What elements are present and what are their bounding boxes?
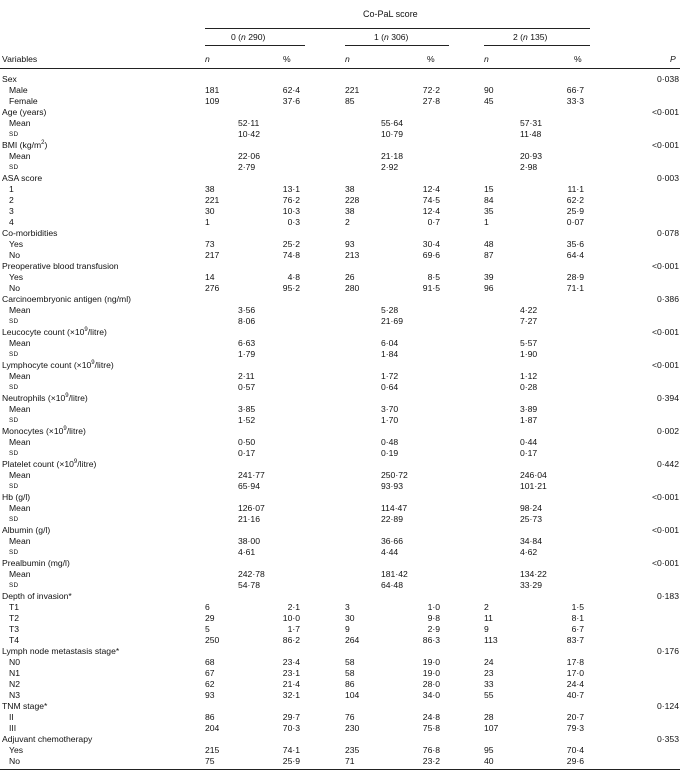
cell-pct: 24·8 [422, 712, 440, 722]
cell-n: 217 [205, 250, 220, 260]
cell-n: 30 [345, 613, 355, 623]
row-sublabel: Yes [9, 745, 24, 755]
cell-n: 29 [205, 613, 215, 623]
row-sublabel: SD [9, 318, 19, 325]
cell-n: 96 [484, 283, 494, 293]
cell-value: 3·70 [381, 404, 399, 414]
cell-pct: 17·0 [566, 668, 584, 678]
row-sublabel: Mean [9, 151, 31, 161]
row-sublabel: SD [9, 450, 19, 457]
row-sublabel: Mean [9, 569, 31, 579]
cell-value: 1·52 [238, 415, 256, 425]
cell-pct: 91·5 [422, 283, 440, 293]
cell-pct: 35·6 [566, 239, 584, 249]
cell-n: 86 [345, 679, 355, 689]
cell-pct: 25·9 [282, 756, 300, 766]
cell-value: 4·22 [520, 305, 538, 315]
row-sublabel: Mean [9, 338, 31, 348]
row-sublabel: SD [9, 549, 19, 556]
cell-n: 5 [205, 624, 210, 634]
cell-pct: 23·2 [422, 756, 440, 766]
cell-pct: 70·4 [566, 745, 584, 755]
cell-p-value: 0·038 [657, 74, 679, 84]
cell-pct: 0·7 [427, 217, 440, 227]
cell-value: 93·93 [381, 481, 403, 491]
cell-n: 23 [484, 668, 494, 678]
cell-n: 38 [345, 184, 355, 194]
cell-value: 22·89 [381, 514, 403, 524]
cell-n: 9 [345, 624, 350, 634]
cell-pct: 10·0 [282, 613, 300, 623]
cell-pct: 76·2 [282, 195, 300, 205]
cell-n: 230 [345, 723, 360, 733]
group-rule-0 [205, 45, 305, 46]
cell-n: 2 [484, 602, 489, 612]
cell-n: 107 [484, 723, 499, 733]
spanner-header: Co-PaL score [363, 9, 418, 19]
cell-p-value: 0·386 [657, 294, 679, 304]
row-sublabel: Mean [9, 305, 31, 315]
cell-pct: 32·1 [282, 690, 300, 700]
cell-pct: 0·3 [287, 217, 300, 227]
header-variables: Variables [2, 54, 38, 64]
cell-pct: 33·3 [566, 96, 584, 106]
row-sublabel: Mean [9, 118, 31, 128]
cell-n: 93 [205, 690, 215, 700]
cell-value: 20·93 [520, 151, 542, 161]
cell-n: 84 [484, 195, 494, 205]
row-label: Preoperative blood transfusion [2, 261, 119, 271]
cell-value: 134·22 [520, 569, 547, 579]
cell-n: 35 [484, 206, 494, 216]
row-sublabel: 3 [9, 206, 14, 216]
cell-pct: 28·9 [566, 272, 584, 282]
cell-n: 58 [345, 668, 355, 678]
cell-pct: 1·5 [571, 602, 584, 612]
cell-value: 5·57 [520, 338, 538, 348]
cell-value: 4·44 [381, 547, 399, 557]
cell-value: 181·42 [381, 569, 408, 579]
cell-n: 235 [345, 745, 360, 755]
header-n-2: n [484, 54, 489, 64]
row-label: Platelet count $(\times 10^9/litre)$ [2, 459, 97, 469]
cell-pct: 1·7 [287, 624, 300, 634]
row-label: Prealbumin (mg/l) [2, 558, 70, 568]
row-label: Leucocyte count $(\times 10^9/litre)$ [2, 327, 107, 337]
row-label: Co-morbidities [2, 228, 58, 238]
cell-value: 114·47 [381, 503, 408, 513]
cell-value: 52·11 [238, 118, 260, 128]
cell-pct: 9·8 [427, 613, 440, 623]
row-sublabel: Mean [9, 371, 31, 381]
cell-n: 276 [205, 283, 220, 293]
cell-n: 76 [345, 712, 355, 722]
cell-pct: 95·2 [282, 283, 300, 293]
cell-pct: 83·7 [566, 635, 584, 645]
row-sublabel: No [9, 756, 20, 766]
cell-n: 75 [205, 756, 215, 766]
row-sublabel: Mean [9, 437, 31, 447]
cell-n: 30 [205, 206, 215, 216]
cell-pct: 23·1 [282, 668, 300, 678]
cell-n: 104 [345, 690, 360, 700]
cell-pct: 66·7 [566, 85, 584, 95]
cell-pct: 21·4 [282, 679, 300, 689]
cell-n: 24 [484, 657, 494, 667]
cell-n: 45 [484, 96, 494, 106]
cell-n: 55 [484, 690, 494, 700]
row-sublabel: T4 [9, 635, 20, 645]
cell-value: 0·50 [238, 437, 256, 447]
cell-pct: 19·0 [422, 668, 440, 678]
cell-p-value: 0·183 [657, 591, 679, 601]
cell-pct: 12·4 [422, 206, 440, 216]
row-sublabel: Mean [9, 470, 31, 480]
cell-p-value: <0·001 [652, 107, 679, 117]
cell-p-value: 0·176 [657, 646, 679, 656]
cell-value: 1·72 [381, 371, 399, 381]
cell-p-value: <0·001 [652, 492, 679, 502]
cell-n: 86 [205, 712, 215, 722]
cell-pct: 72·2 [422, 85, 440, 95]
cell-value: 1·90 [520, 349, 538, 359]
cell-n: 28 [484, 712, 494, 722]
group-rule-1 [345, 45, 449, 46]
cell-pct: 70·3 [282, 723, 300, 733]
header-pct-2: % [574, 54, 582, 64]
cell-value: 55·64 [381, 118, 403, 128]
row-label: Monocytes $(\times 10^9/litre)$ [2, 426, 86, 436]
cell-value: 10·42 [238, 129, 260, 139]
cell-p-value: <0·001 [652, 525, 679, 535]
row-sublabel: T1 [9, 602, 20, 612]
cell-n: 1 [205, 217, 210, 227]
cell-p-value: 0·124 [657, 701, 679, 711]
header-n-0: n [205, 54, 210, 64]
cell-value: 57·31 [520, 118, 542, 128]
cell-value: 250·72 [381, 470, 408, 480]
cell-pct: 62·4 [282, 85, 300, 95]
cell-n: 39 [484, 272, 494, 282]
cell-pct: 25·9 [566, 206, 584, 216]
cell-value: 0·44 [520, 437, 538, 447]
cell-value: 8·06 [238, 316, 256, 326]
cell-value: 6·63 [238, 338, 256, 348]
row-sublabel: N2 [9, 679, 20, 689]
row-sublabel: III [9, 723, 17, 733]
group-header-0: 0 (n 290) [231, 32, 266, 42]
cell-n: 90 [484, 85, 494, 95]
cell-value: 98·24 [520, 503, 542, 513]
row-sublabel: SD [9, 131, 19, 138]
cell-n: 215 [205, 745, 220, 755]
cell-n: 221 [345, 85, 360, 95]
cell-value: 0·28 [520, 382, 538, 392]
row-label: Carcinoembryonic antigen (ng/ml) [2, 294, 131, 304]
cell-value: 241·77 [238, 470, 265, 480]
row-sublabel: Male [9, 85, 28, 95]
cell-n: 280 [345, 283, 360, 293]
cell-n: 95 [484, 745, 494, 755]
cell-n: 40 [484, 756, 494, 766]
cell-p-value: 0·003 [657, 173, 679, 183]
cell-p-value: 0·442 [657, 459, 679, 469]
cell-pct: 2·9 [427, 624, 440, 634]
cell-pct: 19·0 [422, 657, 440, 667]
cell-pct: 74·8 [282, 250, 300, 260]
cell-value: 36·66 [381, 536, 403, 546]
cell-value: 7·27 [520, 316, 538, 326]
row-sublabel: N0 [9, 657, 20, 667]
cell-pct: 2·1 [287, 602, 300, 612]
cell-pct: 64·4 [566, 250, 584, 260]
cell-value: 64·48 [381, 580, 403, 590]
cell-n: 181 [205, 85, 220, 95]
cell-value: 22·06 [238, 151, 260, 161]
row-sublabel: 4 [9, 217, 14, 227]
row-label: Lymphocyte count $(\times 10^9/litre)$ [2, 360, 114, 370]
cell-pct: 79·3 [566, 723, 584, 733]
row-sublabel: Mean [9, 536, 31, 546]
row-sublabel: Yes [9, 272, 24, 282]
cell-n: 1 [484, 217, 489, 227]
cell-n: 68 [205, 657, 215, 667]
cell-value: 11·48 [520, 129, 542, 139]
row-label: BMI $(kg/m^2)$ [2, 140, 48, 150]
cell-n: 26 [345, 272, 355, 282]
cell-pct: 37·6 [282, 96, 300, 106]
cell-value: 38·00 [238, 536, 260, 546]
cell-n: 221 [205, 195, 220, 205]
row-sublabel: N3 [9, 690, 20, 700]
row-sublabel: T3 [9, 624, 20, 634]
cell-value: 1·70 [381, 415, 399, 425]
cell-n: 11 [484, 613, 493, 623]
cell-pct: 86·3 [422, 635, 440, 645]
cell-pct: 74·1 [282, 745, 300, 755]
row-sublabel: 2 [9, 195, 14, 205]
cell-n: 48 [484, 239, 494, 249]
cell-n: 204 [205, 723, 220, 733]
cell-value: 34·84 [520, 536, 542, 546]
cell-n: 73 [205, 239, 215, 249]
top-rule [205, 28, 590, 29]
row-sublabel: SD [9, 417, 19, 424]
group-rule-2 [484, 45, 590, 46]
cell-value: 126·07 [238, 503, 265, 513]
cell-pct: 28·0 [422, 679, 440, 689]
cell-n: 87 [484, 250, 494, 260]
cell-value: 10·79 [381, 129, 403, 139]
cell-p-value: <0·001 [652, 261, 679, 271]
cell-value: 1·87 [520, 415, 538, 425]
cell-n: 3 [345, 602, 350, 612]
cell-value: 2·98 [520, 162, 538, 172]
cell-n: 33 [484, 679, 494, 689]
cell-pct: 29·6 [566, 756, 584, 766]
row-sublabel: No [9, 283, 20, 293]
cell-pct: 75·8 [422, 723, 440, 733]
cell-p-value: 0·002 [657, 426, 679, 436]
cell-p-value: 0·353 [657, 734, 679, 744]
row-sublabel: 1 [9, 184, 14, 194]
bottom-rule [0, 769, 680, 770]
cell-pct: 23·4 [282, 657, 300, 667]
cell-n: 38 [205, 184, 215, 194]
header-rule [0, 68, 680, 69]
cell-p-value: <0·001 [652, 327, 679, 337]
header-pct-0: % [283, 54, 291, 64]
row-label: Albumin (g/l) [2, 525, 51, 535]
row-sublabel: SD [9, 351, 19, 358]
row-sublabel: T2 [9, 613, 20, 623]
cell-n: 264 [345, 635, 360, 645]
cell-value: 3·56 [238, 305, 256, 315]
cell-value: 1·12 [520, 371, 538, 381]
header-n-1: n [345, 54, 350, 64]
cell-value: 65·94 [238, 481, 260, 491]
row-sublabel: Mean [9, 503, 31, 513]
cell-pct: 86·2 [282, 635, 300, 645]
cell-pct: 25·2 [282, 239, 300, 249]
cell-value: 0·48 [381, 437, 399, 447]
cell-value: 2·92 [381, 162, 399, 172]
cell-pct: 40·7 [566, 690, 584, 700]
row-sublabel: Mean [9, 404, 31, 414]
row-label: TNM stage* [2, 701, 48, 711]
cell-value: 54·78 [238, 580, 260, 590]
cell-n: 62 [205, 679, 215, 689]
cell-n: 71 [345, 756, 355, 766]
cell-pct: 62·2 [566, 195, 584, 205]
cell-value: 242·78 [238, 569, 265, 579]
cell-value: 0·19 [381, 448, 399, 458]
cell-n: 2 [345, 217, 350, 227]
cell-pct: 10·3 [282, 206, 300, 216]
cell-n: 93 [345, 239, 355, 249]
cell-pct: 29·7 [282, 712, 300, 722]
row-sublabel: N1 [9, 668, 20, 678]
cell-value: 0·57 [238, 382, 256, 392]
row-sublabel: Female [9, 96, 38, 106]
cell-n: 67 [205, 668, 215, 678]
cell-value: 1·79 [238, 349, 256, 359]
cell-value: 2·79 [238, 162, 256, 172]
cell-n: 38 [345, 206, 355, 216]
cell-pct: 8·5 [427, 272, 440, 282]
row-sublabel: SD [9, 384, 19, 391]
cell-value: 101·21 [520, 481, 547, 491]
cell-pct: 69·6 [422, 250, 440, 260]
row-sublabel: Yes [9, 239, 24, 249]
row-label: Depth of invasion* [2, 591, 72, 601]
cell-value: 2·11 [238, 371, 255, 381]
cell-pct: 8·1 [571, 613, 584, 623]
group-header-2: 2 (n 135) [513, 32, 548, 42]
cell-value: 25·73 [520, 514, 542, 524]
row-sublabel: SD [9, 483, 19, 490]
cell-pct: 1·0 [427, 602, 440, 612]
cell-value: 21·69 [381, 316, 403, 326]
cell-value: 21·18 [381, 151, 403, 161]
cell-p-value: <0·001 [652, 140, 679, 150]
cell-value: 3·85 [238, 404, 256, 414]
row-label: Lymph node metastasis stage* [2, 646, 120, 656]
cell-pct: 20·7 [566, 712, 584, 722]
row-label: Sex [2, 74, 17, 84]
cell-pct: 0·07 [566, 217, 584, 227]
cell-n: 9 [484, 624, 489, 634]
cell-pct: 34·0 [422, 690, 440, 700]
cell-value: 0·17 [520, 448, 538, 458]
cell-p-value: <0·001 [652, 360, 679, 370]
row-sublabel: SD [9, 516, 19, 523]
cell-pct: 4·8 [287, 272, 300, 282]
row-sublabel: SD [9, 164, 19, 171]
cell-pct: 11·1 [567, 184, 584, 194]
cell-n: 58 [345, 657, 355, 667]
cell-n: 228 [345, 195, 360, 205]
cell-p-value: 0·394 [657, 393, 679, 403]
cell-pct: 6·7 [571, 624, 584, 634]
row-sublabel: No [9, 250, 20, 260]
cell-value: 0·17 [238, 448, 256, 458]
cell-value: 4·61 [238, 547, 256, 557]
cell-pct: 74·5 [422, 195, 440, 205]
cell-value: 4·62 [520, 547, 538, 557]
cell-n: 213 [345, 250, 360, 260]
cell-n: 14 [205, 272, 215, 282]
cell-n: 6 [205, 602, 210, 612]
cell-n: 113 [484, 635, 498, 645]
cell-pct: 27·8 [422, 96, 440, 106]
cell-value: 5·28 [381, 305, 399, 315]
cell-value: 1·84 [381, 349, 399, 359]
cell-pct: 13·1 [282, 184, 300, 194]
cell-pct: 30·4 [422, 239, 440, 249]
cell-value: 246·04 [520, 470, 547, 480]
cell-value: 0·64 [381, 382, 399, 392]
header-p: P [670, 54, 676, 64]
cell-value: 21·16 [238, 514, 260, 524]
cell-p-value: 0·078 [657, 228, 679, 238]
row-label: ASA score [2, 173, 43, 183]
row-sublabel: II [9, 712, 14, 722]
cell-pct: 76·8 [422, 745, 440, 755]
cell-pct: 71·1 [566, 283, 584, 293]
header-pct-1: % [427, 54, 435, 64]
cell-n: 85 [345, 96, 355, 106]
row-label: Neutrophils $(\times 10^9/litre)$ [2, 393, 88, 403]
cell-n: 109 [205, 96, 220, 106]
row-label: Hb (g/l) [2, 492, 31, 502]
group-header-1: 1 (n 306) [374, 32, 409, 42]
cell-value: 3·89 [520, 404, 538, 414]
row-label: Adjuvant chemotherapy [2, 734, 93, 744]
cell-value: 33·29 [520, 580, 542, 590]
cell-n: 250 [205, 635, 220, 645]
row-sublabel: SD [9, 582, 19, 589]
cell-pct: 17·8 [566, 657, 584, 667]
cell-pct: 24·4 [566, 679, 584, 689]
cell-n: 15 [484, 184, 494, 194]
cell-value: 6·04 [381, 338, 399, 348]
row-label: Age (years) [2, 107, 47, 117]
cell-pct: 12·4 [422, 184, 440, 194]
cell-p-value: <0·001 [652, 558, 679, 568]
